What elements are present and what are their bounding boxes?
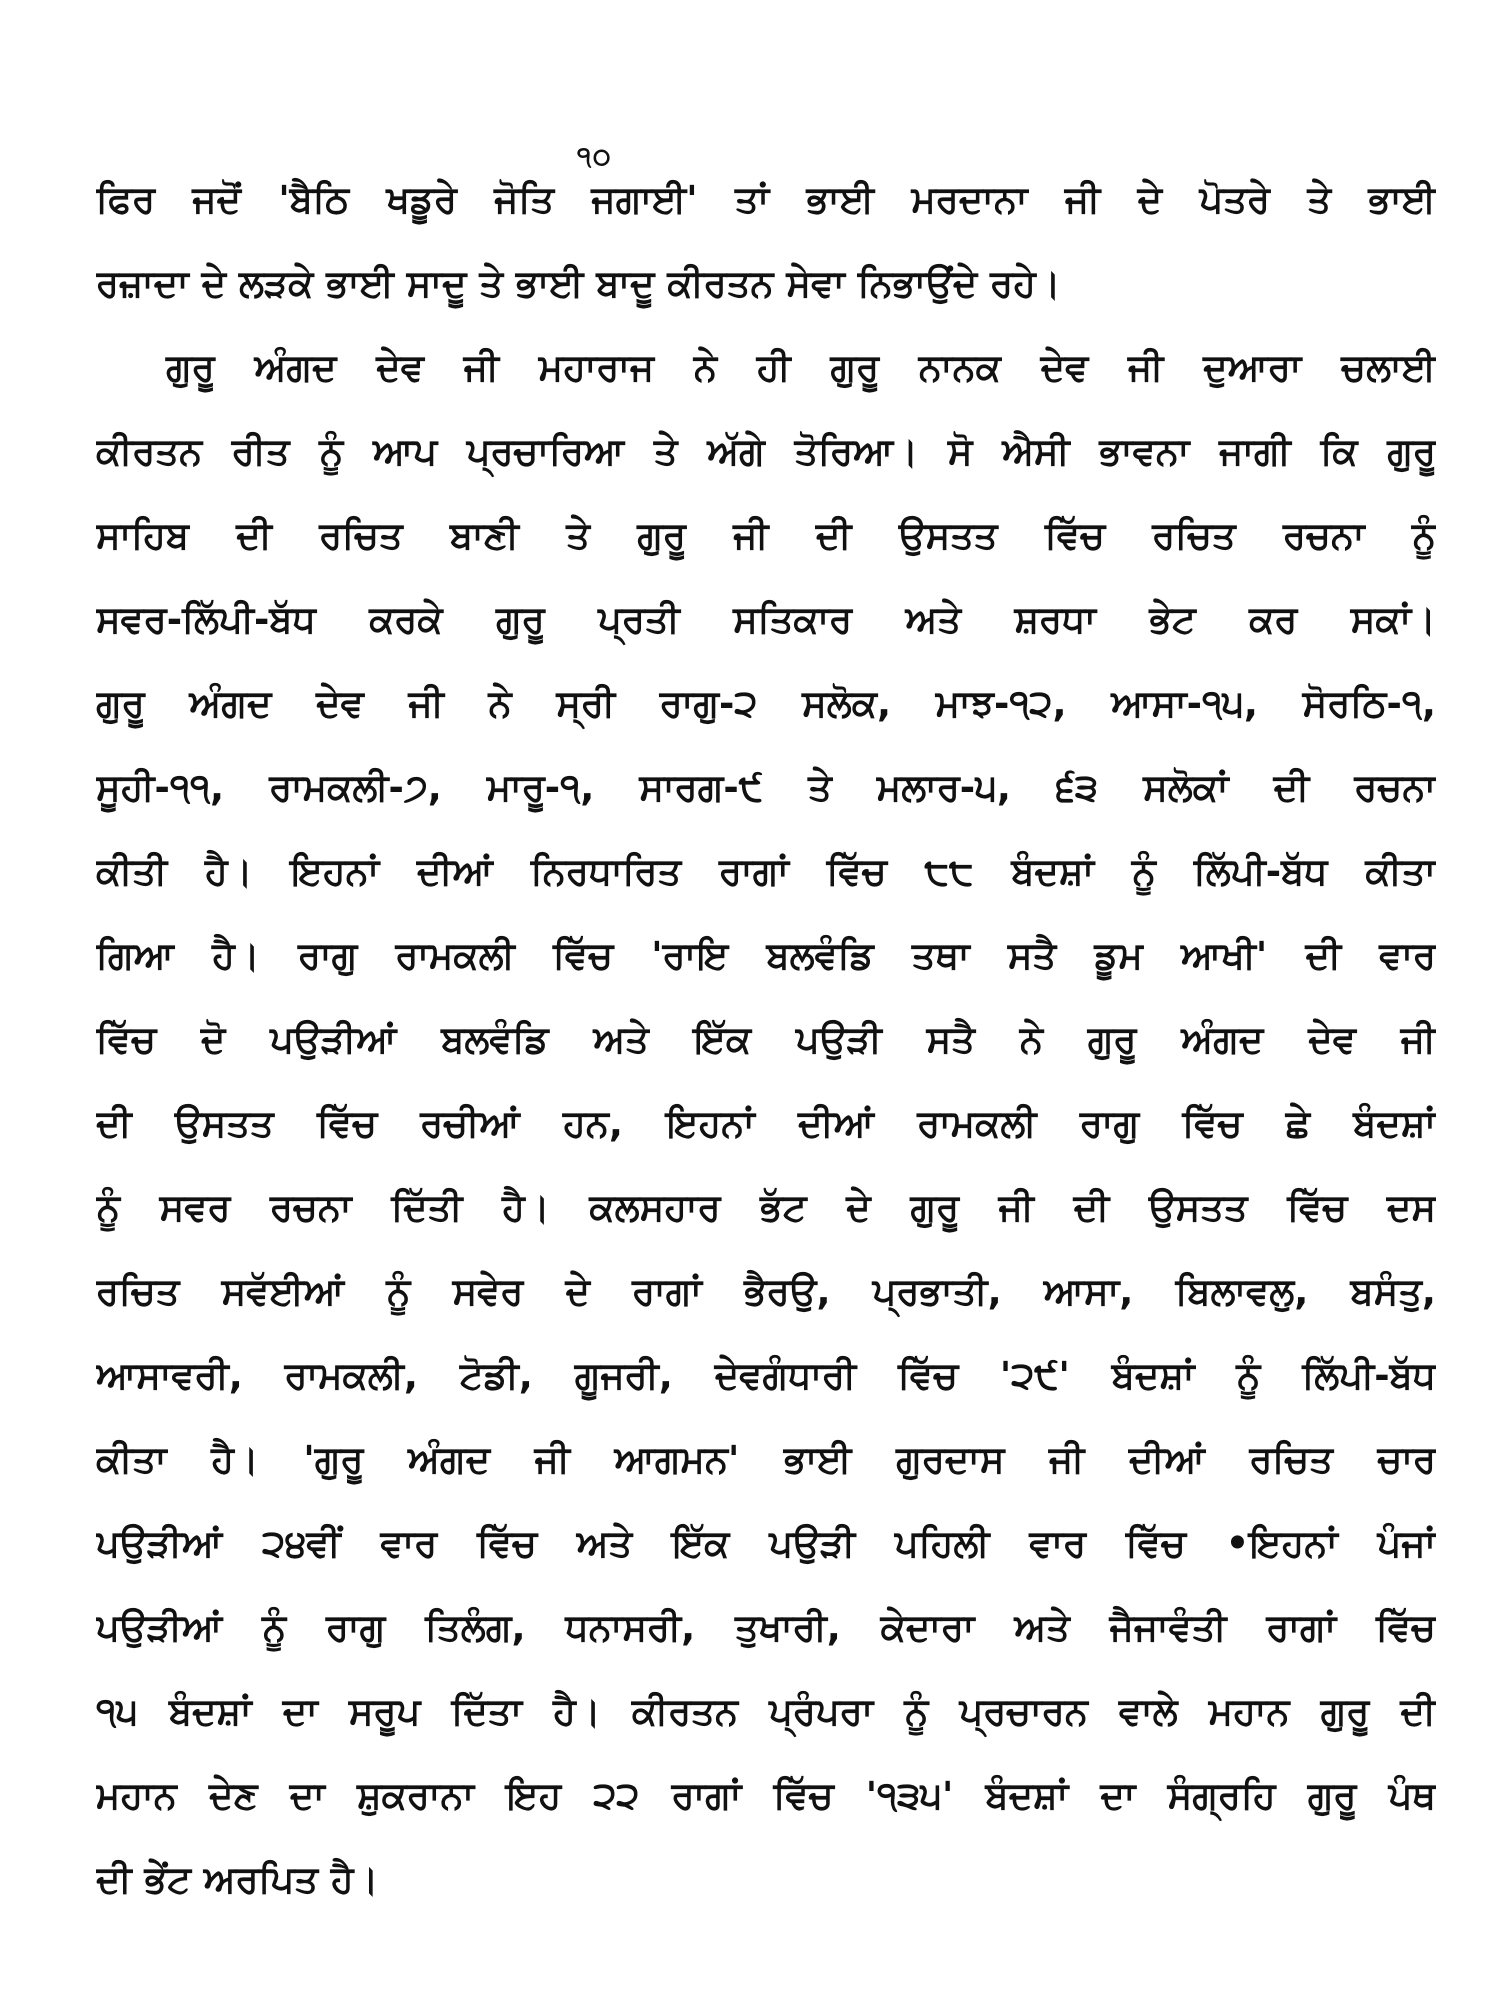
text-line: ਗਿਆ ਹੈ। ਰਾਗੁ ਰਾਮਕਲੀ ਵਿੱਚ 'ਰਾਇ ਬਲਵੰਡਿ ਤਥਾ ਸਤੈ ਡੂਮ ਆਖੀ' ਦੀ ਵਾਰ — [96, 934, 1436, 977]
text-line: ਰਚਿਤ ਸਵੱਈਆਂ ਨੂੰ ਸਵੇਰ ਦੇ ਰਾਗਾਂ ਭੈਰਉ, ਪ੍ਰਭਾਤੀ, ਆਸਾ, ਬਿਲਾਵਲੁ, ਬਸੰਤੁ, — [96, 1270, 1436, 1313]
text-line: ਸੂਹੀ-੧੧, ਰਾਮਕਲੀ-੭, ਮਾਰੂ-੧, ਸਾਰਗ-੯ ਤੇ ਮਲਾਰ-੫, ੬੩ ਸਲੋਕਾਂ ਦੀ ਰਚਨਾ — [96, 766, 1436, 809]
text-line: ਨੂੰ ਸਵਰ ਰਚਨਾ ਦਿੱਤੀ ਹੈ। ਕਲਸਹਾਰ ਭੱਟ ਦੇ ਗੁਰੂ ਜੀ ਦੀ ਉਸਤਤ ਵਿੱਚ ਦਸ — [96, 1186, 1436, 1229]
text-line: ਮਹਾਨ ਦੇਣ ਦਾ ਸ਼ੁਕਰਾਨਾ ਇਹ ੨੨ ਰਾਗਾਂ ਵਿੱਚ '੧੩੫' ਬੰਦਸ਼ਾਂ ਦਾ ਸੰਗ੍ਰਹਿ ਗੁਰੂ ਪੰਥ — [96, 1774, 1436, 1817]
text-line: ਕੀਤੀ ਹੈ। ਇਹਨਾਂ ਦੀਆਂ ਨਿਰਧਾਰਿਤ ਰਾਗਾਂ ਵਿੱਚ ੮੮ ਬੰਦਸ਼ਾਂ ਨੂੰ ਲਿੱਪੀ-ਬੱਧ ਕੀਤਾ — [96, 850, 1436, 893]
text-line: ਪਉੜੀਆਂ ੨੪ਵੀਂ ਵਾਰ ਵਿੱਚ ਅਤੇ ਇੱਕ ਪਉੜੀ ਪਹਿਲੀ ਵਾਰ ਵਿੱਚ •ਇਹਨਾਂ ਪੰਜਾਂ — [96, 1522, 1436, 1565]
text-line: ਰਜ਼ਾਦਾ ਦੇ ਲੜਕੇ ਭਾਈ ਸਾਦੂ ਤੇ ਭਾਈ ਬਾਦੂ ਕੀਰਤਨ ਸੇਵਾ ਨਿਭਾਉਂਦੇ ਰਹੇ। — [96, 262, 1061, 305]
text-line: ਗੁਰੂ ਅੰਗਦ ਦੇਵ ਜੀ ਨੇ ਸ੍ਰੀ ਰਾਗੁ-੨ ਸਲੋਕ, ਮਾਝ-੧੨, ਆਸਾ-੧੫, ਸੋਰਠਿ-੧, — [96, 682, 1436, 725]
text-line: ਸਾਹਿਬ ਦੀ ਰਚਿਤ ਬਾਣੀ ਤੇ ਗੁਰੂ ਜੀ ਦੀ ਉਸਤਤ ਵਿੱਚ ਰਚਿਤ ਰਚਨਾ ਨੂੰ — [96, 514, 1436, 557]
text-line: ਸਵਰ-ਲਿੱਪੀ-ਬੱਧ ਕਰਕੇ ਗੁਰੂ ਪ੍ਰਤੀ ਸਤਿਕਾਰ ਅਤੇ ਸ਼ਰਧਾ ਭੇਟ ਕਰ ਸਕਾਂ। — [96, 598, 1436, 641]
text-line: ਵਿੱਚ ਦੋ ਪਉੜੀਆਂ ਬਲਵੰਡਿ ਅਤੇ ਇੱਕ ਪਉੜੀ ਸਤੈ ਨੇ ਗੁਰੂ ਅੰਗਦ ਦੇਵ ਜੀ — [96, 1018, 1436, 1061]
text-line: ਕੀਰਤਨ ਰੀਤ ਨੂੰ ਆਪ ਪ੍ਰਚਾਰਿਆ ਤੇ ਅੱਗੇ ਤੋਰਿਆ। ਸੋ ਐਸੀ ਭਾਵਨਾ ਜਾਗੀ ਕਿ ਗੁਰੂ — [96, 430, 1436, 473]
body-text — [96, 158, 1436, 1922]
text-line: ਦੀ ਉਸਤਤ ਵਿੱਚ ਰਚੀਆਂ ਹਨ, ਇਹਨਾਂ ਦੀਆਂ ਰਾਮਕਲੀ ਰਾਗੁ ਵਿੱਚ ਛੇ ਬੰਦਸ਼ਾਂ — [96, 1102, 1436, 1145]
text-line: ਦੀ ਭੇਂਟ ਅਰਪਿਤ ਹੈ। — [96, 1858, 379, 1901]
text-line: ਆਸਾਵਰੀ, ਰਾਮਕਲੀ, ਟੋਡੀ, ਗੂਜਰੀ, ਦੇਵਗੰਧਾਰੀ ਵਿੱਚ '੨੯' ਬੰਦਸ਼ਾਂ ਨੂੰ ਲਿੱਪੀ-ਬੱਧ — [96, 1354, 1436, 1397]
text-line: ਗੁਰੂ ਅੰਗਦ ਦੇਵ ਜੀ ਮਹਾਰਾਜ ਨੇ ਹੀ ਗੁਰੂ ਨਾਨਕ ਦੇਵ ਜੀ ਦੁਆਰਾ ਚਲਾਈ — [166, 346, 1436, 389]
text-line: ੧੫ ਬੰਦਸ਼ਾਂ ਦਾ ਸਰੂਪ ਦਿੱਤਾ ਹੈ। ਕੀਰਤਨ ਪ੍ਰੰਪਰਾ ਨੂੰ ਪ੍ਰਚਾਰਨ ਵਾਲੇ ਮਹਾਨ ਗੁਰੂ ਦੀ — [96, 1690, 1436, 1733]
text-line: ਕੀਤਾ ਹੈ। 'ਗੁਰੂ ਅੰਗਦ ਜੀ ਆਗਮਨ' ਭਾਈ ਗੁਰਦਾਸ ਜੀ ਦੀਆਂ ਰਚਿਤ ਚਾਰ — [96, 1438, 1436, 1481]
text-line: ਫਿਰ ਜਦੋਂ 'ਬੈਠਿ ਖਡੂਰੇ ਜੋਤਿ ਜਗਾਈ' ਤਾਂ ਭਾਈ ਮਰਦਾਨਾ ਜੀ ਦੇ ਪੋਤਰੇ ਤੇ ਭਾਈ — [96, 178, 1436, 221]
text-line: ਪਉੜੀਆਂ ਨੂੰ ਰਾਗੁ ਤਿਲੰਗ, ਧਨਾਸਰੀ, ਤੁਖਾਰੀ, ਕੇਦਾਰਾ ਅਤੇ ਜੈਜਾਵੰਤੀ ਰਾਗਾਂ ਵਿੱਚ — [96, 1606, 1436, 1649]
footnote-marker: ੧੦ — [577, 142, 613, 172]
